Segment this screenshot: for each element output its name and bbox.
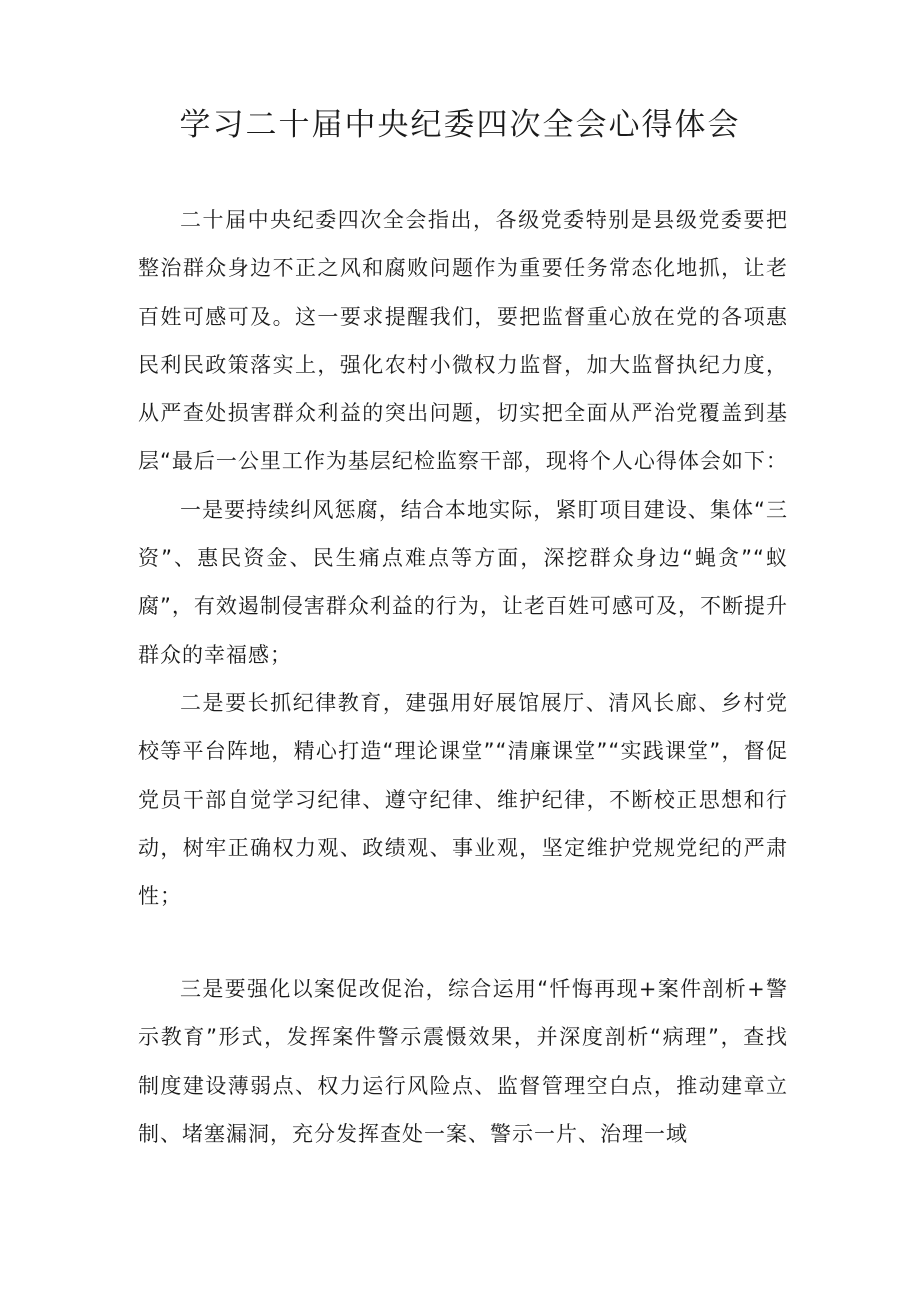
intro-paragraph: 二十届中央纪委四次全会指出，各级党委特别是县级党委要把整治群众身边不正之风和腐败问题作为重要任务常态化地抓，让老百姓可感可及。这一要求提醒我们，要把监督重心放在党的各项惠民利民政策落实上，强化农村小微权力监督，加大监督执纪力度，从严查处损害群众利益的突出问题，切实把全面从严治党覆盖到基层“最后一公里工作为基层纪检监察干部，现将个人心得体会如下： [138,208,788,474]
document-body [138,196,788,920]
point-two-paragraph: 二是要长抓纪律教育，建强用好展馆展厅、清风长廊、乡村党校等平台阵地，精心打造“理论课堂”“清廉课堂”“实践课堂”，督促党员干部自觉学习纪律、遵守纪律、维护纪律，不断校正思想和行动，树牢正确权力观、政绩观、事业观，坚定维护党规党纪的严肃性； [138,690,788,909]
point-three-paragraph: 三是要强化以案促改促治，综合运用“忏悔再现+案件剖析+警示教育”形式，发挥案件警示震慑效果，并深度剖析“病理”，查找制度建设薄弱点、权力运行风险点、监督管理空白点，推动建章立制、堵塞漏洞，充分发挥查处一案、警示一片、治理一域 [138,977,788,1146]
point-one-paragraph: 一是要持续纠风惩腐，结合本地实际，紧盯项目建设、集体“三资”、惠民资金、民生痛点难点等方面，深挖群众身边“蝇贪”“蚁腐”，有效遏制侵害群众利益的行为，让老百姓可感可及，不断提升群众的幸福感； [138,497,788,667]
document-body-continued [138,965,788,1158]
document-title: 学习二十届中央纪委四次全会心得体会 [179,107,741,143]
